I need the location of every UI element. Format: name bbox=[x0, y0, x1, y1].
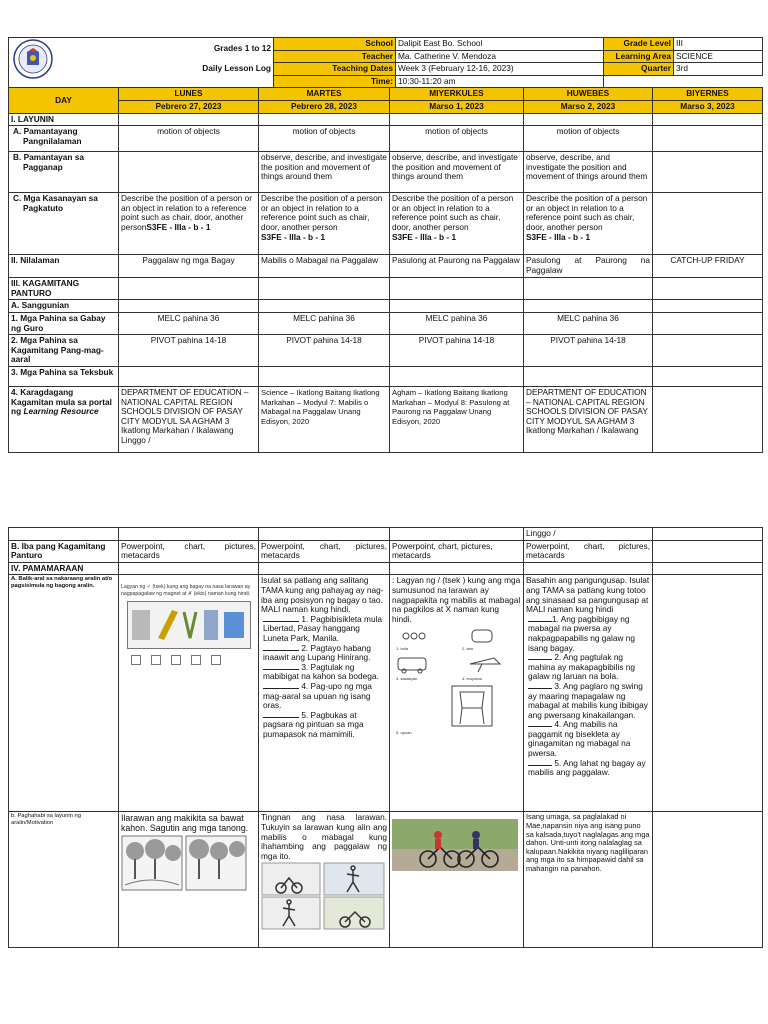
moving-objects-worksheet bbox=[392, 628, 512, 738]
teacher-label: Teacher bbox=[274, 50, 396, 63]
empty-cell bbox=[653, 528, 763, 541]
empty-cell bbox=[390, 366, 524, 386]
karagdagang-label-italic: Learning Resource bbox=[23, 406, 99, 417]
forest-picture bbox=[121, 835, 247, 891]
karagdagang-text: DEPARTMENT OF EDUCATION – NATIONAL CAPITAL REGION SCHOOLS DIVISION OF PASAY CITY MODYUL SA AGHAM 3 bbox=[121, 386, 249, 426]
balik-aral-activity-4 bbox=[524, 575, 653, 812]
answer-blank[interactable] bbox=[528, 765, 552, 766]
empty-cell bbox=[524, 300, 653, 313]
activity-2-item bbox=[261, 615, 387, 644]
pagganap-value: observe, describe, and investigate the position and movement of things around them bbox=[524, 152, 653, 193]
empty-cell bbox=[524, 366, 653, 386]
activity-2-item bbox=[261, 644, 387, 663]
activity-3-intro: : Lagyan ng / (tsek ) kung ang mga sumusunod na larawan ay nagpapakita ng mabilis at mabagal na pagkilos at X naman kung hindi. bbox=[392, 575, 521, 624]
day-name-5: BIYERNES bbox=[653, 88, 763, 101]
worksheet-label-3: 3. sasakyan bbox=[396, 676, 418, 682]
paghahabi-text-2: Tingnan ang nasa larawan. Tukuyin sa larawan kung alin ang mabilis o mabagal kung ihahambing ang paggalaw ng mga ito. bbox=[261, 812, 387, 861]
learning-area-value: SCIENCE bbox=[674, 50, 763, 63]
worksheet-label-1: 1. bola bbox=[396, 646, 409, 652]
quarter-label: Quarter bbox=[604, 63, 674, 76]
day-name-3: MIYERKULES bbox=[390, 88, 524, 101]
gabay-value: MELC pahina 36 bbox=[390, 312, 524, 334]
answer-blank[interactable] bbox=[263, 717, 299, 718]
balik-aral-activity-3 bbox=[390, 575, 524, 812]
empty-cell bbox=[653, 278, 763, 300]
answer-blank[interactable] bbox=[263, 621, 299, 622]
header-spacer bbox=[674, 75, 763, 88]
school-label: School bbox=[274, 38, 396, 51]
empty-cell bbox=[259, 300, 390, 313]
kasanayan-value bbox=[390, 193, 524, 255]
activity-4-item bbox=[526, 682, 650, 720]
activity-4-item-text: 3. Ang paglaro ng swing ay maaring mapagalaw ng mabagal at mabilis kung ibibigay ang pwersang kinakailangan. bbox=[528, 680, 648, 720]
activity-4-item bbox=[526, 759, 650, 778]
sanggunian-label: A. Sanggunian bbox=[9, 300, 119, 313]
kasanayan-value bbox=[259, 193, 390, 255]
empty-cell bbox=[119, 113, 259, 126]
answer-blank[interactable] bbox=[263, 688, 299, 689]
iba-label: B. Iba pang Kagamitang Panturo bbox=[9, 540, 119, 562]
karagdagang-value bbox=[524, 386, 653, 452]
magnet-objects-picture bbox=[127, 601, 251, 649]
balik-aral-activity-1 bbox=[119, 575, 259, 812]
linggo-continued: Linggo / bbox=[524, 528, 653, 541]
layunin-heading: I. LAYUNIN bbox=[9, 113, 119, 126]
pamantayang-value: motion of objects bbox=[390, 126, 524, 152]
empty-cell bbox=[259, 562, 390, 575]
activity-2-intro: Isulat sa patlang ang salitang TAMA kung ang pahayag ay nag-iba ang posisyon ng bagay o tao. MALI naman kung hindi. bbox=[261, 575, 384, 615]
worksheet-label-2: 2. lata bbox=[462, 646, 473, 652]
grade-level-value: III bbox=[674, 38, 763, 51]
activity-1-caption: Lagyan ng ✓ (tsek) kung ang bagay na nasa larawan ay nagpapagalaw ng magnet at ✗ (ekis) naman kung hindi. bbox=[121, 584, 251, 597]
nilalaman-value: Paggalaw ng mga Bagay bbox=[119, 255, 259, 278]
iba-value: Powerpoint, chart, pictures, metacards bbox=[524, 540, 653, 562]
empty-cell bbox=[653, 386, 763, 452]
kasanayan-code: S3FE - IIIa - b - 1 bbox=[392, 231, 457, 242]
school-value: Dalipit East Bo. School bbox=[396, 38, 604, 51]
deped-seal-logo bbox=[13, 39, 53, 79]
lesson-log-page-1 bbox=[8, 37, 762, 453]
log-title: Daily Lesson Log bbox=[119, 63, 274, 88]
pamantayang-value: motion of objects bbox=[119, 126, 259, 152]
activity-4-item-text: 1. Ang pagbibigay ng mabagal na pwersa ay nakpagpapabilis ng galaw ng isang bagay. bbox=[528, 613, 636, 653]
day-date-2: Pebrero 28, 2023 bbox=[259, 100, 390, 113]
empty-cell bbox=[653, 300, 763, 313]
day-label: DAY bbox=[9, 88, 119, 113]
pagganap-value: observe, describe, and investigate the position and movement of things around them bbox=[390, 152, 524, 193]
day-date-5: Marso 3, 2023 bbox=[653, 100, 763, 113]
activity-2-item-text: 5. Pagbukas at pagsara ng pintuan sa mga pumapasok na mamimili. bbox=[263, 709, 364, 739]
deped-seal-cell bbox=[9, 38, 119, 88]
empty-cell bbox=[390, 278, 524, 300]
day-name-4: HUWEBES bbox=[524, 88, 653, 101]
activity-2-item bbox=[261, 663, 387, 682]
day-date-1: Pebrero 27, 2023 bbox=[119, 100, 259, 113]
quarter-value: 3rd bbox=[674, 63, 763, 76]
time-label: Time: bbox=[274, 75, 396, 88]
gabay-value: MELC pahina 36 bbox=[524, 312, 653, 334]
paghahabi-activity-1 bbox=[119, 812, 259, 948]
nilalaman-value: Pasulong at Paurong na Paggalaw bbox=[524, 255, 653, 278]
nilalaman-value: Mabilis o Mabagal na Paggalaw bbox=[259, 255, 390, 278]
activity-4-item bbox=[526, 653, 650, 682]
activity-2-item bbox=[261, 711, 387, 740]
grade-level-label: Grade Level bbox=[604, 38, 674, 51]
kasanayan-text: Describe the position of a person or an object in relation to a reference point such as chair, door, another person bbox=[121, 193, 252, 232]
activity-4-item-text: 4. Ang mabilis na paggamit ng bisekleta ay ginagamitan ng mabagal na pwersa. bbox=[528, 719, 631, 759]
kagamitan-pang-value: PIVOT pahina 14-18 bbox=[119, 335, 259, 367]
kasanayan-value bbox=[119, 193, 259, 255]
activity-2-item bbox=[261, 682, 387, 711]
kagamitan-pang-label: 2. Mga Pahina sa Kagamitang Pang-mag-aaral bbox=[9, 335, 119, 367]
empty-cell bbox=[653, 152, 763, 193]
lesson-table-2 bbox=[8, 527, 763, 948]
grades-label: Grades 1 to 12 bbox=[119, 38, 274, 63]
karagdagang-text: Ikatlong Markahan / Ikalawang Linggo / bbox=[121, 425, 234, 445]
kagamitan-heading: III. KAGAMITANG PANTURO bbox=[9, 278, 119, 300]
runner-cyclist-picture bbox=[261, 862, 387, 930]
answer-blank[interactable] bbox=[263, 669, 299, 670]
pamamaraan-heading: IV. PAMAMARAAN bbox=[9, 562, 119, 575]
activity-4-item-text: 5. Ang lahat ng bagay ay mabilis ang paggalaw. bbox=[528, 757, 646, 778]
kagamitan-pang-value: PIVOT pahina 14-18 bbox=[390, 335, 524, 367]
empty-cell bbox=[390, 300, 524, 313]
kids-biking-photo bbox=[392, 819, 518, 871]
activity-2-item-text: 4. Pag-upo ng mga mag-aaral sa upuan ng isang oras. bbox=[263, 680, 372, 711]
activity-4-intro: Basahin ang pangungusap. Isulat ang TAMA sa patlang kung totoo ang sinasaad sa pangungusap at MALI naman kung hindi bbox=[526, 575, 650, 615]
nilalaman-label: II. Nilalaman bbox=[9, 255, 119, 278]
karagdagang-value: Agham – Ikatlong Baitang Ikatlong Markahan – Modyul 8: Pasulong at Paurong na Paggalaw Unang Edisyon, 2020 bbox=[390, 386, 524, 452]
karagdagang-label bbox=[9, 386, 119, 452]
empty-cell bbox=[259, 113, 390, 126]
empty-cell bbox=[653, 575, 763, 812]
answer-blank[interactable] bbox=[528, 659, 552, 660]
nilalaman-value: CATCH-UP FRIDAY bbox=[653, 255, 763, 278]
empty-cell bbox=[119, 528, 259, 541]
day-name-2: MARTES bbox=[259, 88, 390, 101]
paghahabi-activity-3 bbox=[390, 812, 524, 948]
kasanayan-text: Describe the position of a person or an object in relation to a reference point such as chair, door, another person bbox=[261, 193, 383, 232]
gabay-value: MELC pahina 36 bbox=[259, 312, 390, 334]
kagamitan-pang-value bbox=[653, 335, 763, 367]
kasanayan-code: S3FE - IIIa - b - 1 bbox=[526, 231, 591, 242]
paghahabi-label: b. Paghahabi sa layunin ng aralin/Motivation bbox=[9, 812, 119, 948]
teaching-dates-value: Week 3 (February 12-16, 2023) bbox=[396, 63, 604, 76]
kasanayan-text: Describe the position of a person or an object in relation to a reference point such as chair, door, another person bbox=[526, 193, 648, 232]
pagganap-label: B. Pamantayan sa Pagganap bbox=[9, 152, 119, 193]
empty-cell bbox=[524, 562, 653, 575]
karagdagang-label-text: 4. Karagdagang Kagamitan mula sa portal ng bbox=[11, 386, 112, 417]
empty-cell bbox=[390, 528, 524, 541]
teaching-dates-label: Teaching Dates bbox=[274, 63, 396, 76]
empty-cell bbox=[119, 278, 259, 300]
empty-cell bbox=[259, 366, 390, 386]
time-value: 10:30-11:20 am bbox=[396, 75, 604, 88]
pamantayang-value bbox=[653, 126, 763, 152]
kasanayan-label: C. Mga Kasanayan sa Pagkatuto bbox=[9, 193, 119, 255]
gabay-label: 1. Mga Pahina sa Gabay ng Guro bbox=[9, 312, 119, 334]
karagdagang-text: Ikatlong Markahan / Ikalawang bbox=[526, 425, 639, 436]
empty-cell bbox=[9, 528, 119, 541]
kasanayan-code: S3FE - IIIa - b - 1 bbox=[146, 221, 211, 232]
empty-cell bbox=[390, 113, 524, 126]
kagamitan-pang-value: PIVOT pahina 14-18 bbox=[259, 335, 390, 367]
empty-cell bbox=[259, 528, 390, 541]
pamantayang-value: motion of objects bbox=[524, 126, 653, 152]
iba-value: Powerpoint, chart, pictures, metacards bbox=[259, 540, 390, 562]
pagganap-value bbox=[119, 152, 259, 193]
empty-cell bbox=[119, 366, 259, 386]
paghahabi-activity-4: Isang umaga, sa paglalakad ni Mae,napansin niya ang isang puno sa kalsada,tuyo't naglalagas ang mga dahon. Unti-unti itong nalalaglag sa kalupaan.Nakikita niyang nagliliparan ang mga ito sa himpapawid dahil sa mahangin na panahon. bbox=[524, 812, 653, 948]
empty-cell bbox=[524, 278, 653, 300]
worksheet-label-5: 5. upuan bbox=[396, 730, 412, 736]
answer-blank[interactable] bbox=[528, 621, 552, 622]
gabay-value: MELC pahina 36 bbox=[119, 312, 259, 334]
balik-aral-label: A. Balik-aral sa nakaraang aralin at/o pagsisimula ng bagong aralin. bbox=[9, 575, 119, 812]
empty-cell bbox=[119, 562, 259, 575]
activity-4-item bbox=[526, 615, 650, 653]
pamantayang-label: A. Pamantayang Pangnilalaman bbox=[9, 126, 119, 152]
empty-cell bbox=[653, 562, 763, 575]
activity-4-item-text: 2. Ang pagtulak ng mahina ay makapagbibilis ng galaw ng laruan na bola. bbox=[528, 652, 636, 682]
empty-cell bbox=[653, 113, 763, 126]
kasanayan-value bbox=[524, 193, 653, 255]
empty-cell bbox=[259, 278, 390, 300]
iba-value: Powerpoint, chart, pictures, metacards bbox=[390, 540, 524, 562]
karagdagang-value: Science – Ikatlong Baitang Ikatlong Markahan – Modyul 7: Mabilis o Mabagal na Paggalaw Unang Edisyon, 2020 bbox=[259, 386, 390, 452]
balik-aral-activity-2 bbox=[259, 575, 390, 812]
empty-cell bbox=[653, 366, 763, 386]
iba-value: Powerpoint, chart, pictures, metacards bbox=[119, 540, 259, 562]
day-date-3: Marso 1, 2023 bbox=[390, 100, 524, 113]
paghahabi-activity-2 bbox=[259, 812, 390, 948]
lesson-table-1 bbox=[8, 87, 763, 453]
gabay-value bbox=[653, 312, 763, 334]
answer-blank[interactable] bbox=[528, 726, 552, 727]
answer-blank[interactable] bbox=[263, 650, 299, 651]
header-spacer bbox=[604, 75, 674, 88]
day-date-4: Marso 2, 2023 bbox=[524, 100, 653, 113]
kagamitan-pang-value: PIVOT pahina 14-18 bbox=[524, 335, 653, 367]
lesson-log-page-2 bbox=[8, 527, 762, 948]
empty-cell bbox=[653, 193, 763, 255]
karagdagang-value bbox=[119, 386, 259, 452]
learning-area-label: Learning Area bbox=[604, 50, 674, 63]
empty-cell bbox=[390, 562, 524, 575]
karagdagang-text: DEPARTMENT OF EDUCATION – NATIONAL CAPITAL REGION SCHOOLS DIVISION OF PASAY CITY MODYUL SA AGHAM 3 bbox=[526, 386, 648, 426]
activity-2-item-text: 1. Pagbibisikleta mula Libertad, Pasay hanggang Luneta Park, Manila. bbox=[263, 613, 383, 643]
header-table bbox=[8, 37, 763, 88]
kasanayan-text: Describe the position of a person or an object in relation to a reference point such as chair, door, another person bbox=[392, 193, 514, 232]
pagganap-value: observe, describe, and investigate the position and movement of things around them bbox=[259, 152, 390, 193]
empty-cell bbox=[119, 300, 259, 313]
kasanayan-code: S3FE - IIIa - b - 1 bbox=[261, 231, 326, 242]
worksheet-label-4: 4. eroplano bbox=[462, 676, 483, 682]
teksbuk-label: 3. Mga Pahina sa Teksbuk bbox=[9, 366, 119, 386]
nilalaman-value: Pasulong at Paurong na Paggalaw bbox=[390, 255, 524, 278]
day-name-1: LUNES bbox=[119, 88, 259, 101]
answer-blank[interactable] bbox=[528, 688, 552, 689]
empty-cell bbox=[653, 540, 763, 562]
activity-2-item-text: 2. Pagtayo habang inaawit ang Lupang Hinirang. bbox=[263, 642, 371, 663]
pamantayang-value: motion of objects bbox=[259, 126, 390, 152]
empty-cell bbox=[524, 113, 653, 126]
activity-4-item bbox=[526, 720, 650, 758]
paghahabi-text-1: Ilarawan ang makikita sa bawat kahon. Sagutin ang mga tanong. bbox=[121, 813, 249, 834]
activity-2-item-text: 3. Pagtulak ng mabibigat na kahon sa bodega. bbox=[263, 661, 379, 682]
teacher-value: Ma. Catherine V. Mendoza bbox=[396, 50, 604, 63]
empty-cell bbox=[653, 812, 763, 948]
answer-boxes[interactable] bbox=[121, 655, 256, 665]
